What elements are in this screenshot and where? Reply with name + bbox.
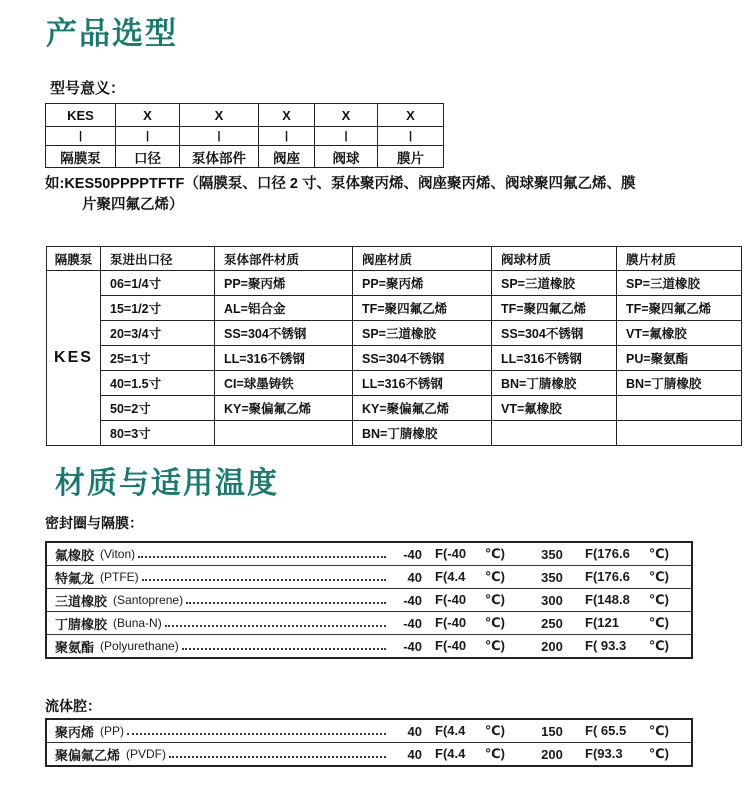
dotted-leader bbox=[169, 756, 386, 758]
material-name-en: (PVDF) bbox=[126, 747, 167, 761]
low-temp-f: -40 bbox=[403, 592, 422, 608]
cell: 阀座 bbox=[259, 146, 315, 168]
low-temp-c bbox=[435, 569, 505, 585]
dotted-leader bbox=[165, 625, 386, 627]
series-label-cell: KES bbox=[47, 271, 101, 446]
cell: 隔膜泵 bbox=[46, 146, 116, 168]
table-row bbox=[47, 296, 742, 321]
cell: LL=316不锈钢 bbox=[492, 346, 617, 371]
temp-row bbox=[47, 565, 691, 588]
material-name-cn: 聚偏氟乙烯 bbox=[55, 747, 121, 763]
low-temp-f: -40 bbox=[403, 546, 422, 562]
table-row bbox=[47, 421, 742, 446]
table-row bbox=[47, 346, 742, 371]
cell: KY=聚偏氟乙烯 bbox=[215, 396, 353, 421]
header-cell: 膜片材质 bbox=[617, 247, 742, 271]
low-temp-c bbox=[435, 592, 505, 608]
temp-row bbox=[47, 611, 691, 634]
celsius-unit: ℃) bbox=[484, 723, 505, 738]
cell: 15=1/2寸 bbox=[101, 296, 215, 321]
high-temp-c-value: F(121 bbox=[585, 615, 619, 630]
low-temp-c-value: F(4.4 bbox=[435, 569, 466, 584]
high-temp-c bbox=[585, 638, 669, 654]
cell: 口径 bbox=[116, 146, 180, 168]
cell: KES bbox=[46, 104, 116, 127]
dotted-leader bbox=[142, 579, 386, 581]
seal-diaphragm-label: 密封圈与隔膜： bbox=[45, 515, 143, 531]
table-row bbox=[46, 104, 444, 127]
low-temp-c bbox=[435, 615, 505, 631]
header-cell: 泵进出口径 bbox=[101, 247, 215, 271]
cell: | bbox=[116, 127, 180, 146]
cell: X bbox=[315, 104, 378, 127]
cell: 膜片 bbox=[378, 146, 444, 168]
low-temp-f: -40 bbox=[403, 638, 422, 654]
cell: 80=3寸 bbox=[101, 421, 215, 446]
header-cell: 泵体部件材质 bbox=[215, 247, 353, 271]
table-row bbox=[47, 271, 742, 296]
cell: | bbox=[378, 127, 444, 146]
material-name-en: (Buna-N) bbox=[113, 616, 162, 630]
temp-row bbox=[47, 543, 691, 565]
material-name-cn: 特氟龙 bbox=[55, 570, 95, 586]
cell: 06=1/4寸 bbox=[101, 271, 215, 296]
high-temp-c-value: F(93.3 bbox=[585, 746, 623, 761]
low-temp-c-value: F(-40 bbox=[435, 638, 467, 653]
low-temp-c-value: F(4.4 bbox=[435, 723, 466, 738]
fluid-temperature-table bbox=[45, 718, 693, 767]
cell bbox=[215, 421, 353, 446]
celsius-unit: ℃) bbox=[648, 723, 669, 738]
temp-row bbox=[47, 720, 691, 742]
material-name-en: (Santoprene) bbox=[113, 593, 184, 607]
low-temp-c bbox=[435, 746, 505, 762]
celsius-unit: ℃) bbox=[648, 592, 669, 607]
celsius-unit: ℃) bbox=[484, 569, 505, 584]
cell: 40=1.5寸 bbox=[101, 371, 215, 396]
high-temp-c-value: F(176.6 bbox=[585, 546, 630, 561]
cell: TF=聚四氟乙烯 bbox=[353, 296, 492, 321]
page-title-material-temperature: 材质与适用温度 bbox=[55, 467, 279, 500]
low-temp-c bbox=[435, 638, 505, 654]
material-selection-table bbox=[46, 246, 742, 446]
cell: | bbox=[46, 127, 116, 146]
high-temp-f: 150 bbox=[541, 723, 563, 739]
dotted-leader bbox=[138, 556, 386, 558]
high-temp-f: 350 bbox=[541, 546, 563, 562]
fluid-chamber-label: 流体腔： bbox=[45, 698, 101, 714]
high-temp-f: 350 bbox=[541, 569, 563, 585]
celsius-unit: ℃) bbox=[484, 592, 505, 607]
cell: | bbox=[315, 127, 378, 146]
cell: X bbox=[180, 104, 259, 127]
high-temp-c bbox=[585, 546, 669, 562]
temp-row bbox=[47, 588, 691, 611]
cell: 泵体部件 bbox=[180, 146, 259, 168]
cell bbox=[492, 421, 617, 446]
cell: SP=三道橡胶 bbox=[492, 271, 617, 296]
table-row bbox=[47, 321, 742, 346]
celsius-unit: ℃) bbox=[484, 615, 505, 630]
model-example-line1: 如:KES50PPPPTFTF（隔膜泵、口径 2 寸、泵体聚丙烯、阀座聚丙烯、阀球聚四氟乙烯、膜 bbox=[45, 176, 636, 192]
header-cell: 阀球材质 bbox=[492, 247, 617, 271]
temp-row bbox=[47, 634, 691, 657]
low-temp-f: -40 bbox=[403, 615, 422, 631]
high-temp-f: 300 bbox=[541, 592, 563, 608]
cell: X bbox=[259, 104, 315, 127]
table-row bbox=[46, 146, 444, 168]
cell: SS=304不锈钢 bbox=[353, 346, 492, 371]
cell: CI=球墨铸铁 bbox=[215, 371, 353, 396]
header-cell: 隔膜泵 bbox=[47, 247, 101, 271]
celsius-unit: ℃) bbox=[484, 546, 505, 561]
model-meaning-label: 型号意义： bbox=[50, 80, 126, 97]
cell: SP=三道橡胶 bbox=[617, 271, 742, 296]
cell: VT=氟橡胶 bbox=[617, 321, 742, 346]
cell: | bbox=[180, 127, 259, 146]
material-name-cn: 丁腈橡胶 bbox=[55, 616, 108, 632]
high-temp-c bbox=[585, 592, 669, 608]
low-temp-f: 40 bbox=[407, 723, 422, 739]
material-name-en: (PP) bbox=[100, 724, 125, 738]
cell: SS=304不锈钢 bbox=[215, 321, 353, 346]
low-temp-c-value: F(4.4 bbox=[435, 746, 466, 761]
table-row bbox=[47, 396, 742, 421]
celsius-unit: ℃) bbox=[648, 546, 669, 561]
high-temp-c-value: F( 93.3 bbox=[585, 638, 627, 653]
high-temp-f: 200 bbox=[541, 638, 563, 654]
low-temp-c-value: F(-40 bbox=[435, 615, 467, 630]
high-temp-c bbox=[585, 569, 669, 585]
material-name-cn: 三道橡胶 bbox=[55, 593, 108, 609]
cell: PP=聚丙烯 bbox=[215, 271, 353, 296]
celsius-unit: ℃) bbox=[648, 746, 669, 761]
cell: 20=3/4寸 bbox=[101, 321, 215, 346]
celsius-unit: ℃) bbox=[648, 638, 669, 653]
cell: LL=316不锈钢 bbox=[215, 346, 353, 371]
model-code-table bbox=[45, 103, 444, 168]
header-cell: 阀座材质 bbox=[353, 247, 492, 271]
cell: 阀球 bbox=[315, 146, 378, 168]
cell: 25=1寸 bbox=[101, 346, 215, 371]
high-temp-f: 250 bbox=[541, 615, 563, 631]
table-row bbox=[46, 127, 444, 146]
cell: TF=聚四氟乙烯 bbox=[617, 296, 742, 321]
material-name-cn: 聚氨酯 bbox=[55, 639, 95, 655]
material-name-en: (Polyurethane) bbox=[100, 639, 179, 653]
model-example-text bbox=[45, 174, 705, 216]
high-temp-c-value: F(148.8 bbox=[585, 592, 630, 607]
cell: LL=316不锈钢 bbox=[353, 371, 492, 396]
cell: VT=氟橡胶 bbox=[492, 396, 617, 421]
table-row bbox=[47, 247, 742, 271]
cell: | bbox=[259, 127, 315, 146]
material-name-en: (PTFE) bbox=[100, 570, 139, 584]
material-name-cn: 氟橡胶 bbox=[55, 547, 95, 563]
high-temp-c-value: F(176.6 bbox=[585, 569, 630, 584]
cell: PP=聚丙烯 bbox=[353, 271, 492, 296]
celsius-unit: ℃) bbox=[484, 638, 505, 653]
page-title-product-selection: 产品选型 bbox=[46, 16, 178, 51]
low-temp-c-value: F(-40 bbox=[435, 546, 467, 561]
cell: SP=三道橡胶 bbox=[353, 321, 492, 346]
model-example-line2: 片聚四氟乙烯） bbox=[82, 197, 184, 213]
low-temp-c-value: F(-40 bbox=[435, 592, 467, 607]
cell: KY=聚偏氟乙烯 bbox=[353, 396, 492, 421]
cell: BN=丁腈橡胶 bbox=[492, 371, 617, 396]
celsius-unit: ℃) bbox=[648, 615, 669, 630]
high-temp-c bbox=[585, 746, 669, 762]
high-temp-c bbox=[585, 615, 669, 631]
high-temp-c bbox=[585, 723, 669, 739]
dotted-leader bbox=[127, 733, 386, 735]
cell: AL=铝合金 bbox=[215, 296, 353, 321]
material-name-cn: 聚丙烯 bbox=[55, 724, 95, 740]
low-temp-f: 40 bbox=[407, 746, 422, 762]
low-temp-f: 40 bbox=[407, 569, 422, 585]
cell: BN=丁腈橡胶 bbox=[353, 421, 492, 446]
dotted-leader bbox=[186, 602, 386, 604]
cell: BN=丁腈橡胶 bbox=[617, 371, 742, 396]
cell: TF=聚四氟乙烯 bbox=[492, 296, 617, 321]
high-temp-c-value: F( 65.5 bbox=[585, 723, 627, 738]
cell bbox=[617, 396, 742, 421]
cell: SS=304不锈钢 bbox=[492, 321, 617, 346]
temp-row bbox=[47, 742, 691, 765]
cell: X bbox=[116, 104, 180, 127]
dotted-leader bbox=[182, 648, 386, 650]
material-name-en: (Viton) bbox=[100, 547, 136, 561]
cell bbox=[617, 421, 742, 446]
celsius-unit: ℃) bbox=[484, 746, 505, 761]
high-temp-f: 200 bbox=[541, 746, 563, 762]
celsius-unit: ℃) bbox=[648, 569, 669, 584]
seal-temperature-table bbox=[45, 541, 693, 659]
table-row bbox=[47, 371, 742, 396]
cell: 50=2寸 bbox=[101, 396, 215, 421]
cell: X bbox=[378, 104, 444, 127]
low-temp-c bbox=[435, 723, 505, 739]
cell: PU=聚氨酯 bbox=[617, 346, 742, 371]
low-temp-c bbox=[435, 546, 505, 562]
